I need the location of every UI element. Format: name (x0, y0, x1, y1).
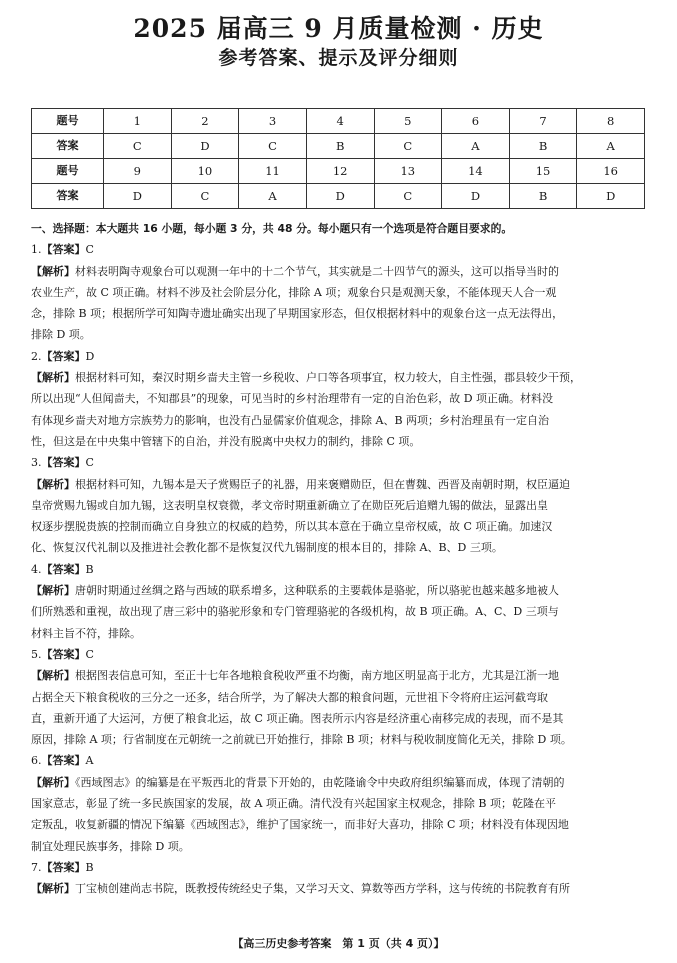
explanation-line: 念，排除 B 项；根据所学可知陶寺遗址确实出现了早期国家形态，但仅根据材料中的观象台这一点无法得出， (31, 307, 564, 321)
explanation-line: 们所熟悉和重视，故出现了唐三彩中的骆驼形象和专门管理骆驼的各级机构，故 B 项正确。A、C、D 三项与 (31, 605, 559, 619)
explanation (31, 474, 647, 559)
explanation-line: 【解析】根据材料可知，九锡本是天子赏赐臣子的礼器，用来褒赠勋臣，但在曹魏、西晋及南朝时期，权臣逼迫 (31, 477, 570, 491)
answer-tag: 【答案】 (41, 647, 86, 661)
row-label-num: 题号 (32, 159, 104, 184)
table-row-nums-2 (32, 159, 645, 184)
question-number: 6. (31, 754, 42, 768)
explanation-line: 【解析】丁宝桢创建尚志书院，既教授传统经史子集，又学习天文、算数等西方学科，这与传统的书院教育有所 (31, 882, 570, 896)
row-label-num: 题号 (32, 109, 104, 134)
q-num-cell: 2 (171, 109, 239, 134)
answer-cell: C (374, 184, 442, 209)
explanation (31, 367, 647, 452)
explanation-line: 权逐步摆脱贵族的控制而确立自身独立的权威的趋势，所以其本意在于确立皇帝权威，故 C 项正确。加速汉 (31, 520, 553, 534)
explanation-line: 国家意志，彰显了统一多民族国家的发展，故 A 项正确。清代没有兴起国家主权观念，排除 B 项；乾隆在平 (31, 797, 557, 811)
answer-value: C (85, 456, 94, 470)
answer-tag: 【答案】 (41, 349, 86, 363)
answer-value: B (85, 562, 94, 576)
explanation (31, 772, 647, 857)
question-answer-line (31, 644, 647, 665)
answer-tag: 【答案】 (41, 754, 86, 768)
q-num-cell: 11 (239, 159, 307, 184)
q-num-cell: 4 (306, 109, 374, 134)
question-number: 5. (31, 647, 42, 661)
explanation-line: 【解析】《西域图志》的编纂是在平叛西北的背景下开始的，由乾隆谕令中央政府组织编纂而成，体现了清朝的 (31, 775, 565, 789)
answer-cell: C (239, 134, 307, 159)
q-num-cell: 12 (306, 159, 374, 184)
q-num-cell: 5 (374, 109, 442, 134)
explanation-line: 占据全天下粮食税收的三分之一还多，结合所学，为了解决大都的粮食问题，元世祖下令将府庄运河截弯取 (31, 690, 548, 704)
explanation-line: 有体现乡啬夫对地方宗族势力的影响，也没有凸显儒家价值观念，排除 A、B 两项；乡村治理虽有一定自治 (31, 413, 550, 427)
answer-cell: D (442, 184, 510, 209)
answer-cell: C (104, 134, 172, 159)
row-label-ans: 答案 (32, 134, 104, 159)
row-label-ans: 答案 (32, 184, 104, 209)
answer-cell: D (306, 184, 374, 209)
answer-value: B (85, 860, 94, 874)
question-number: 7. (31, 860, 42, 874)
explanation-line: 直，重新开通了大运河，方便了粮食北运，故 C 项正确。图表所示内容是经济重心南移完成的表现，而不是其 (31, 711, 564, 725)
answer-cell: C (171, 184, 239, 209)
question-answer-line (31, 452, 647, 473)
question-answer-line (31, 346, 647, 367)
page-footer: 【高三历史参考答案 第 1 页（共 4 页）】 (232, 937, 445, 950)
section-heading: 一、选择题：本大题共 16 小题，每小题 3 分，共 48 分。每小题只有一个选项是符合题目要求的。 (31, 222, 513, 235)
answer-cell: C (374, 134, 442, 159)
answer-value: C (85, 647, 94, 661)
explanation-line: 材料主旨不符，排除。 (31, 626, 141, 640)
table-row-nums-1 (32, 109, 645, 134)
question-number: 4. (31, 562, 42, 576)
answer-explanations (31, 218, 647, 900)
answer-table (31, 108, 645, 209)
q-num-cell: 15 (509, 159, 577, 184)
explain-tag: 【解析】 (31, 669, 75, 683)
explanation (31, 580, 647, 644)
q-num-cell: 6 (442, 109, 510, 134)
explain-tag: 【解析】 (31, 371, 75, 385)
explanation-line: 农业生产，故 C 项正确。材料不涉及社会阶层分化，排除 A 项；观象台只是观测天象，不能体现天人合一观 (31, 285, 557, 299)
explanation-line: 【解析】根据图表信息可知，至正十七年各地粮食税收严重不均衡，南方地区明显高于北方，尤其是江浙一地 (31, 669, 559, 683)
explanation-line: 【解析】材料表明陶寺观象台可以观测一年中的十二个节气，其实就是二十四节气的源头，这可以指导当时的 (31, 264, 559, 278)
question-number: 1. (31, 243, 42, 257)
q-num-cell: 13 (374, 159, 442, 184)
q-num-cell: 8 (577, 109, 645, 134)
question-answer-line (31, 239, 647, 260)
explanation (31, 665, 647, 750)
explain-tag: 【解析】 (31, 264, 75, 278)
q-num-cell: 1 (104, 109, 172, 134)
page-title: 2025 届高三 9 月质量检测 · 历史 (133, 14, 544, 43)
table-row-answers-1 (32, 134, 645, 159)
page-subtitle: 参考答案、提示及评分细则 (218, 47, 459, 69)
answer-cell: D (171, 134, 239, 159)
q-num-cell: 14 (442, 159, 510, 184)
answer-cell: B (509, 134, 577, 159)
explanation-line: 性，但这是在中央集中管辖下的自治，并没有脱离中央权力的制约，排除 C 项。 (31, 434, 421, 448)
answer-tag: 【答案】 (41, 456, 86, 470)
question-number: 3. (31, 456, 42, 470)
question-answer-line (31, 559, 647, 580)
question-answer-line (31, 857, 647, 878)
explain-tag: 【解析】 (31, 775, 75, 789)
explanation-line: 化、恢复汉代礼制以及推进社会教化都不是恢复汉代九锡制度的根本目的，排除 A、B、D 三项。 (31, 541, 503, 555)
answer-value: D (85, 349, 95, 363)
answer-cell: A (239, 184, 307, 209)
explanation-line: 原因，排除 A 项；行省制度在元朝统一之前就已开始推行，排除 B 项；材料与税收制度简化无关，排除 D 项。 (31, 733, 572, 747)
answer-cell: B (306, 134, 374, 159)
explain-tag: 【解析】 (31, 882, 75, 896)
explain-tag: 【解析】 (31, 477, 75, 491)
answer-value: C (85, 243, 94, 257)
answer-cell: A (577, 134, 645, 159)
q-num-cell: 3 (239, 109, 307, 134)
explanation (31, 878, 647, 899)
answer-value: A (85, 754, 94, 768)
q-num-cell: 9 (104, 159, 172, 184)
question-number: 2. (31, 349, 42, 363)
answer-cell: D (577, 184, 645, 209)
explanation-line: 定叛乱，收复新疆的情况下编纂《西域图志》，维护了国家统一，而非好大喜功，排除 C 项；材料没有体现因地 (31, 818, 569, 832)
q-num-cell: 16 (577, 159, 645, 184)
explanation-line: 排除 D 项。 (31, 328, 91, 342)
table-row-answers-2 (32, 184, 645, 209)
q-num-cell: 10 (171, 159, 239, 184)
answer-cell: D (104, 184, 172, 209)
explanation-line: 所以出现“人但闻啬夫，不知郡县”的现象，可见当时的乡村治理带有一定的自治色彩，故 D 项正确。材料没 (31, 392, 554, 406)
answer-cell: A (442, 134, 510, 159)
explanation-line: 皇帝赏赐九锡或自加九锡，这表明皇权衰微，孝文帝时期重新确立了在勋臣死后追赠九锡的做法，显露出皇 (31, 498, 548, 512)
explanation-line: 【解析】根据材料可知，秦汉时期乡啬夫主管一乡税收、户口等各项事宜，权力较大，自主性强，郡县较少干预， (31, 371, 581, 385)
answer-tag: 【答案】 (41, 243, 86, 257)
explanation-line: 【解析】唐朝时期通过丝绸之路与西域的联系增多，这种联系的主要载体是骆驼，所以骆驼也越来越多地被人 (31, 584, 559, 598)
answer-tag: 【答案】 (41, 860, 86, 874)
explain-tag: 【解析】 (31, 584, 75, 598)
explanation-line: 制宜处理民族事务，排除 D 项。 (31, 839, 190, 853)
answer-cell: B (509, 184, 577, 209)
q-num-cell: 7 (509, 109, 577, 134)
answer-tag: 【答案】 (41, 562, 86, 576)
explanation (31, 261, 647, 346)
question-answer-line (31, 750, 647, 771)
